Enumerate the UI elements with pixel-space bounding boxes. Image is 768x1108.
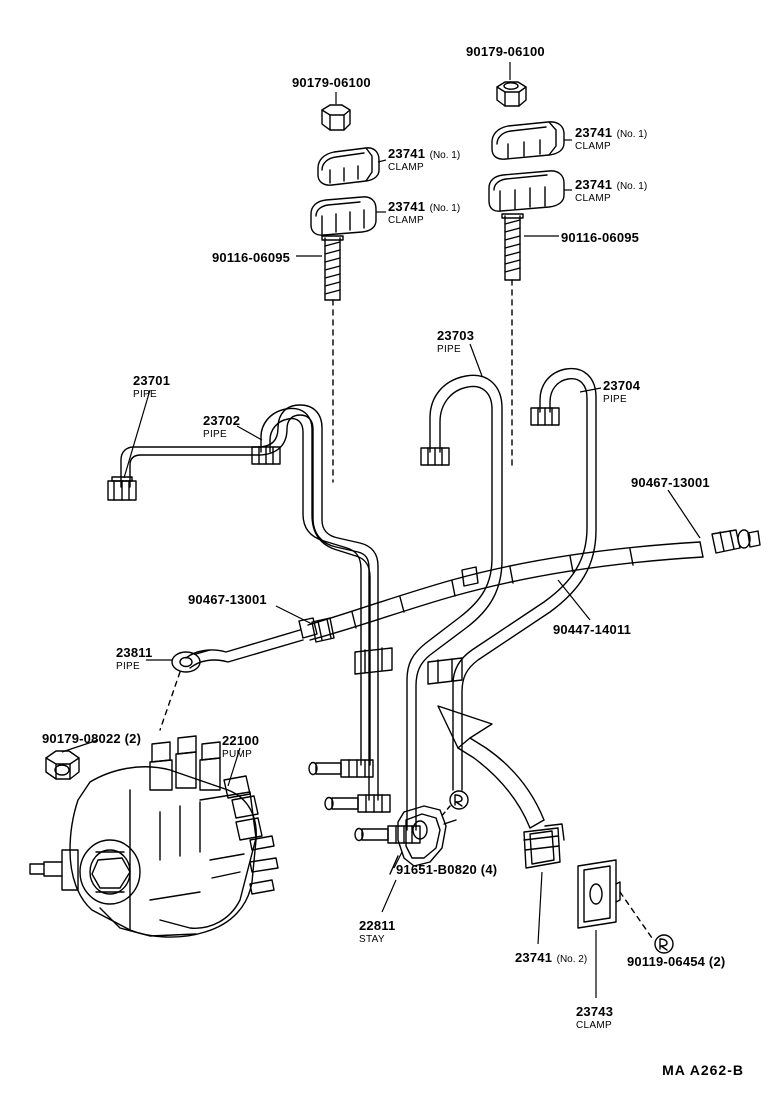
part-number: 90116-06095 [212, 250, 291, 265]
part-label-n23704-pipe [603, 378, 640, 405]
part-number-suffix: (No. 1) [429, 150, 461, 161]
part-label-n23741-clamp-1b [575, 125, 647, 152]
part-number: 90447-14011 [553, 622, 632, 637]
part-number-suffix: (No. 1) [429, 203, 461, 214]
part-number: 90116-06095 [561, 230, 640, 245]
dashed-leader-pipe-to-pump [160, 672, 180, 730]
diagram-code: MA A262-B [662, 1062, 744, 1078]
part-name: STAY [359, 933, 385, 945]
part-number: 91651-B0820 (4) [396, 862, 498, 877]
part-number: 23702 [203, 413, 241, 428]
part-label-n90179-08022 [42, 731, 141, 748]
part-number-suffix: (No. 1) [616, 181, 648, 192]
bolt-symbol-91651-b0820 [440, 791, 468, 818]
part-label-n90179-06100-b [466, 44, 545, 61]
part-name: PIPE [437, 343, 461, 355]
part-name: PIPE [133, 388, 157, 400]
clamp-23741-no1-a [318, 148, 379, 185]
part-label-n90467-13001-a [631, 475, 710, 492]
part-label-n23741-clamp-2 [515, 950, 587, 967]
part-number: 23741 [575, 177, 613, 192]
part-number: 23741 [388, 146, 426, 161]
part-number: 23743 [576, 1004, 614, 1019]
part-number: 22811 [359, 918, 396, 933]
part-name: PIPE [203, 428, 227, 440]
part-name: PUMP [222, 748, 253, 760]
part-label-n90467-13001-b [188, 592, 267, 609]
part-label-n23741-clamp-1d [575, 177, 647, 204]
part-number: 23703 [437, 328, 475, 343]
clamp-23741-no1-b [492, 122, 564, 159]
clamp-23741-no2 [524, 824, 564, 868]
part-label-n23741-clamp-1c [388, 199, 460, 226]
part-label-n90179-06100-a [292, 75, 371, 92]
part-number: 23741 [515, 950, 553, 965]
bolt-symbol-90119-06454 [620, 892, 673, 953]
part-label-n22811-stay [359, 918, 395, 945]
inline-clamp-b [428, 658, 462, 684]
part-number: 90119-06454 (2) [627, 954, 726, 969]
part-label-n90447-14011 [553, 622, 631, 639]
part-number: 22100 [222, 733, 260, 748]
part-number: 23701 [133, 373, 171, 388]
part-label-n90119-06454 [627, 954, 725, 971]
part-label-n91651-b0820 [396, 862, 497, 879]
clamp-23741-no1-c [311, 197, 376, 235]
nut-90179-08022 [46, 751, 79, 779]
part-label-n23741-clamp-1a [388, 146, 460, 173]
pipe-23703 [355, 375, 502, 843]
part-number: 90179-08022 (2) [42, 731, 142, 746]
part-name: CLAMP [576, 1019, 612, 1031]
part-label-n22100-pump [222, 733, 259, 760]
part-number: 23741 [575, 125, 613, 140]
part-label-n23701-pipe [133, 373, 170, 400]
part-name: CLAMP [575, 192, 611, 204]
part-name: CLAMP [388, 214, 424, 226]
part-number-suffix: (No. 1) [616, 129, 648, 140]
part-label-n23811-pipe [116, 645, 152, 672]
assembly-direction-arrow [438, 706, 544, 828]
pipe-23811 [172, 630, 303, 672]
part-name: CLAMP [388, 161, 424, 173]
part-number-suffix: (No. 2) [556, 954, 588, 965]
part-label-n90116-06095-a [212, 250, 290, 267]
part-name: PIPE [603, 393, 627, 405]
part-name: CLAMP [575, 140, 611, 152]
bolt-90116-06095-left [322, 236, 343, 300]
part-number: 90179-06100 [466, 44, 545, 59]
part-label-n90116-06095-b [561, 230, 639, 247]
part-name: PIPE [116, 660, 140, 672]
clamp-23743 [578, 860, 620, 928]
part-number: 90467-13001 [631, 475, 710, 490]
nut-90179-06100-left [322, 105, 350, 130]
part-number: 23811 [116, 645, 153, 660]
part-number: 23741 [388, 199, 426, 214]
part-label-n23702-pipe [203, 413, 240, 440]
part-label-n23703-pipe [437, 328, 474, 355]
part-label-n23743-clamp [576, 1004, 613, 1031]
part-number: 90467-13001 [188, 592, 267, 607]
bolt-90116-06095-right [502, 214, 523, 280]
part-number: 23704 [603, 378, 641, 393]
clamp-23741-no1-d [489, 171, 564, 211]
part-number: 90179-06100 [292, 75, 371, 90]
pipe-23702 [252, 408, 373, 777]
nut-90179-06100-right [497, 82, 526, 106]
